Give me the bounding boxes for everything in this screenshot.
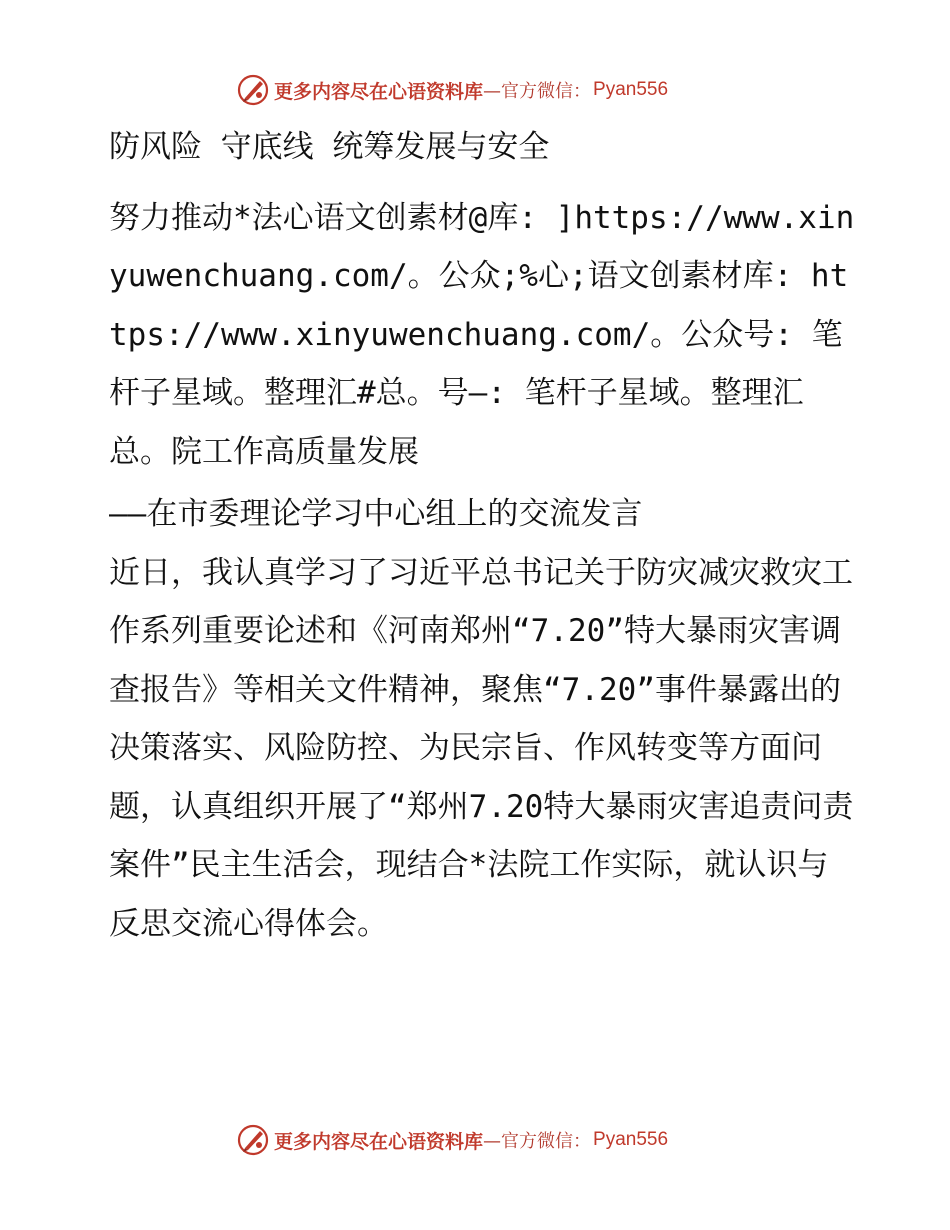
- watermark-brand: 更多内容尽在心语资料库: [274, 80, 484, 103]
- watermark-wechat-id: Pyan556: [593, 79, 669, 100]
- document-paragraph: 近日，我认真学习了习近平总书记关于防灾减灾救灾工作系列重要论述和《河南郑州“7.20”特大暴雨灾害调查报告》等相关文件精神，聚焦“7.20”事件暴露出的决策落实、风险防控、为民宗旨、作风转变等方面问题，认真组织开展了“郑州7.20特大暴雨灾害追责问责案件”民主生活会，现结合*法院工作实际，就认识与反思交流心得体会。: [109, 554, 854, 942]
- brand-logo-icon: [236, 73, 270, 107]
- document-body: [97, 118, 857, 953]
- watermark-footer: [236, 1122, 668, 1158]
- watermark-separator: —官方微信：: [483, 81, 592, 102]
- watermark-wechat-id: Pyan556: [593, 1129, 669, 1150]
- brand-logo-icon: [236, 1123, 270, 1157]
- document-intro: 努力推动*法心语文创素材@库: ]https://www.xinyuwenchuang.com/。公众;%心;语文创素材库: https://www.xinyuwenchuang.com/。公众号: 笔杆子星域。整理汇#总。号—: 笔杆子星域。整理汇总。院工作高质量发展: [109, 199, 855, 470]
- watermark-brand: 更多内容尽在心语资料库: [274, 1130, 484, 1153]
- document-title: 防风险 守底线 统筹发展与安全: [109, 129, 550, 165]
- watermark-separator: —官方微信：: [483, 1131, 592, 1152]
- document-subtitle: ——在市委理论学习中心组上的交流发言: [109, 496, 643, 532]
- watermark-header: [236, 72, 668, 108]
